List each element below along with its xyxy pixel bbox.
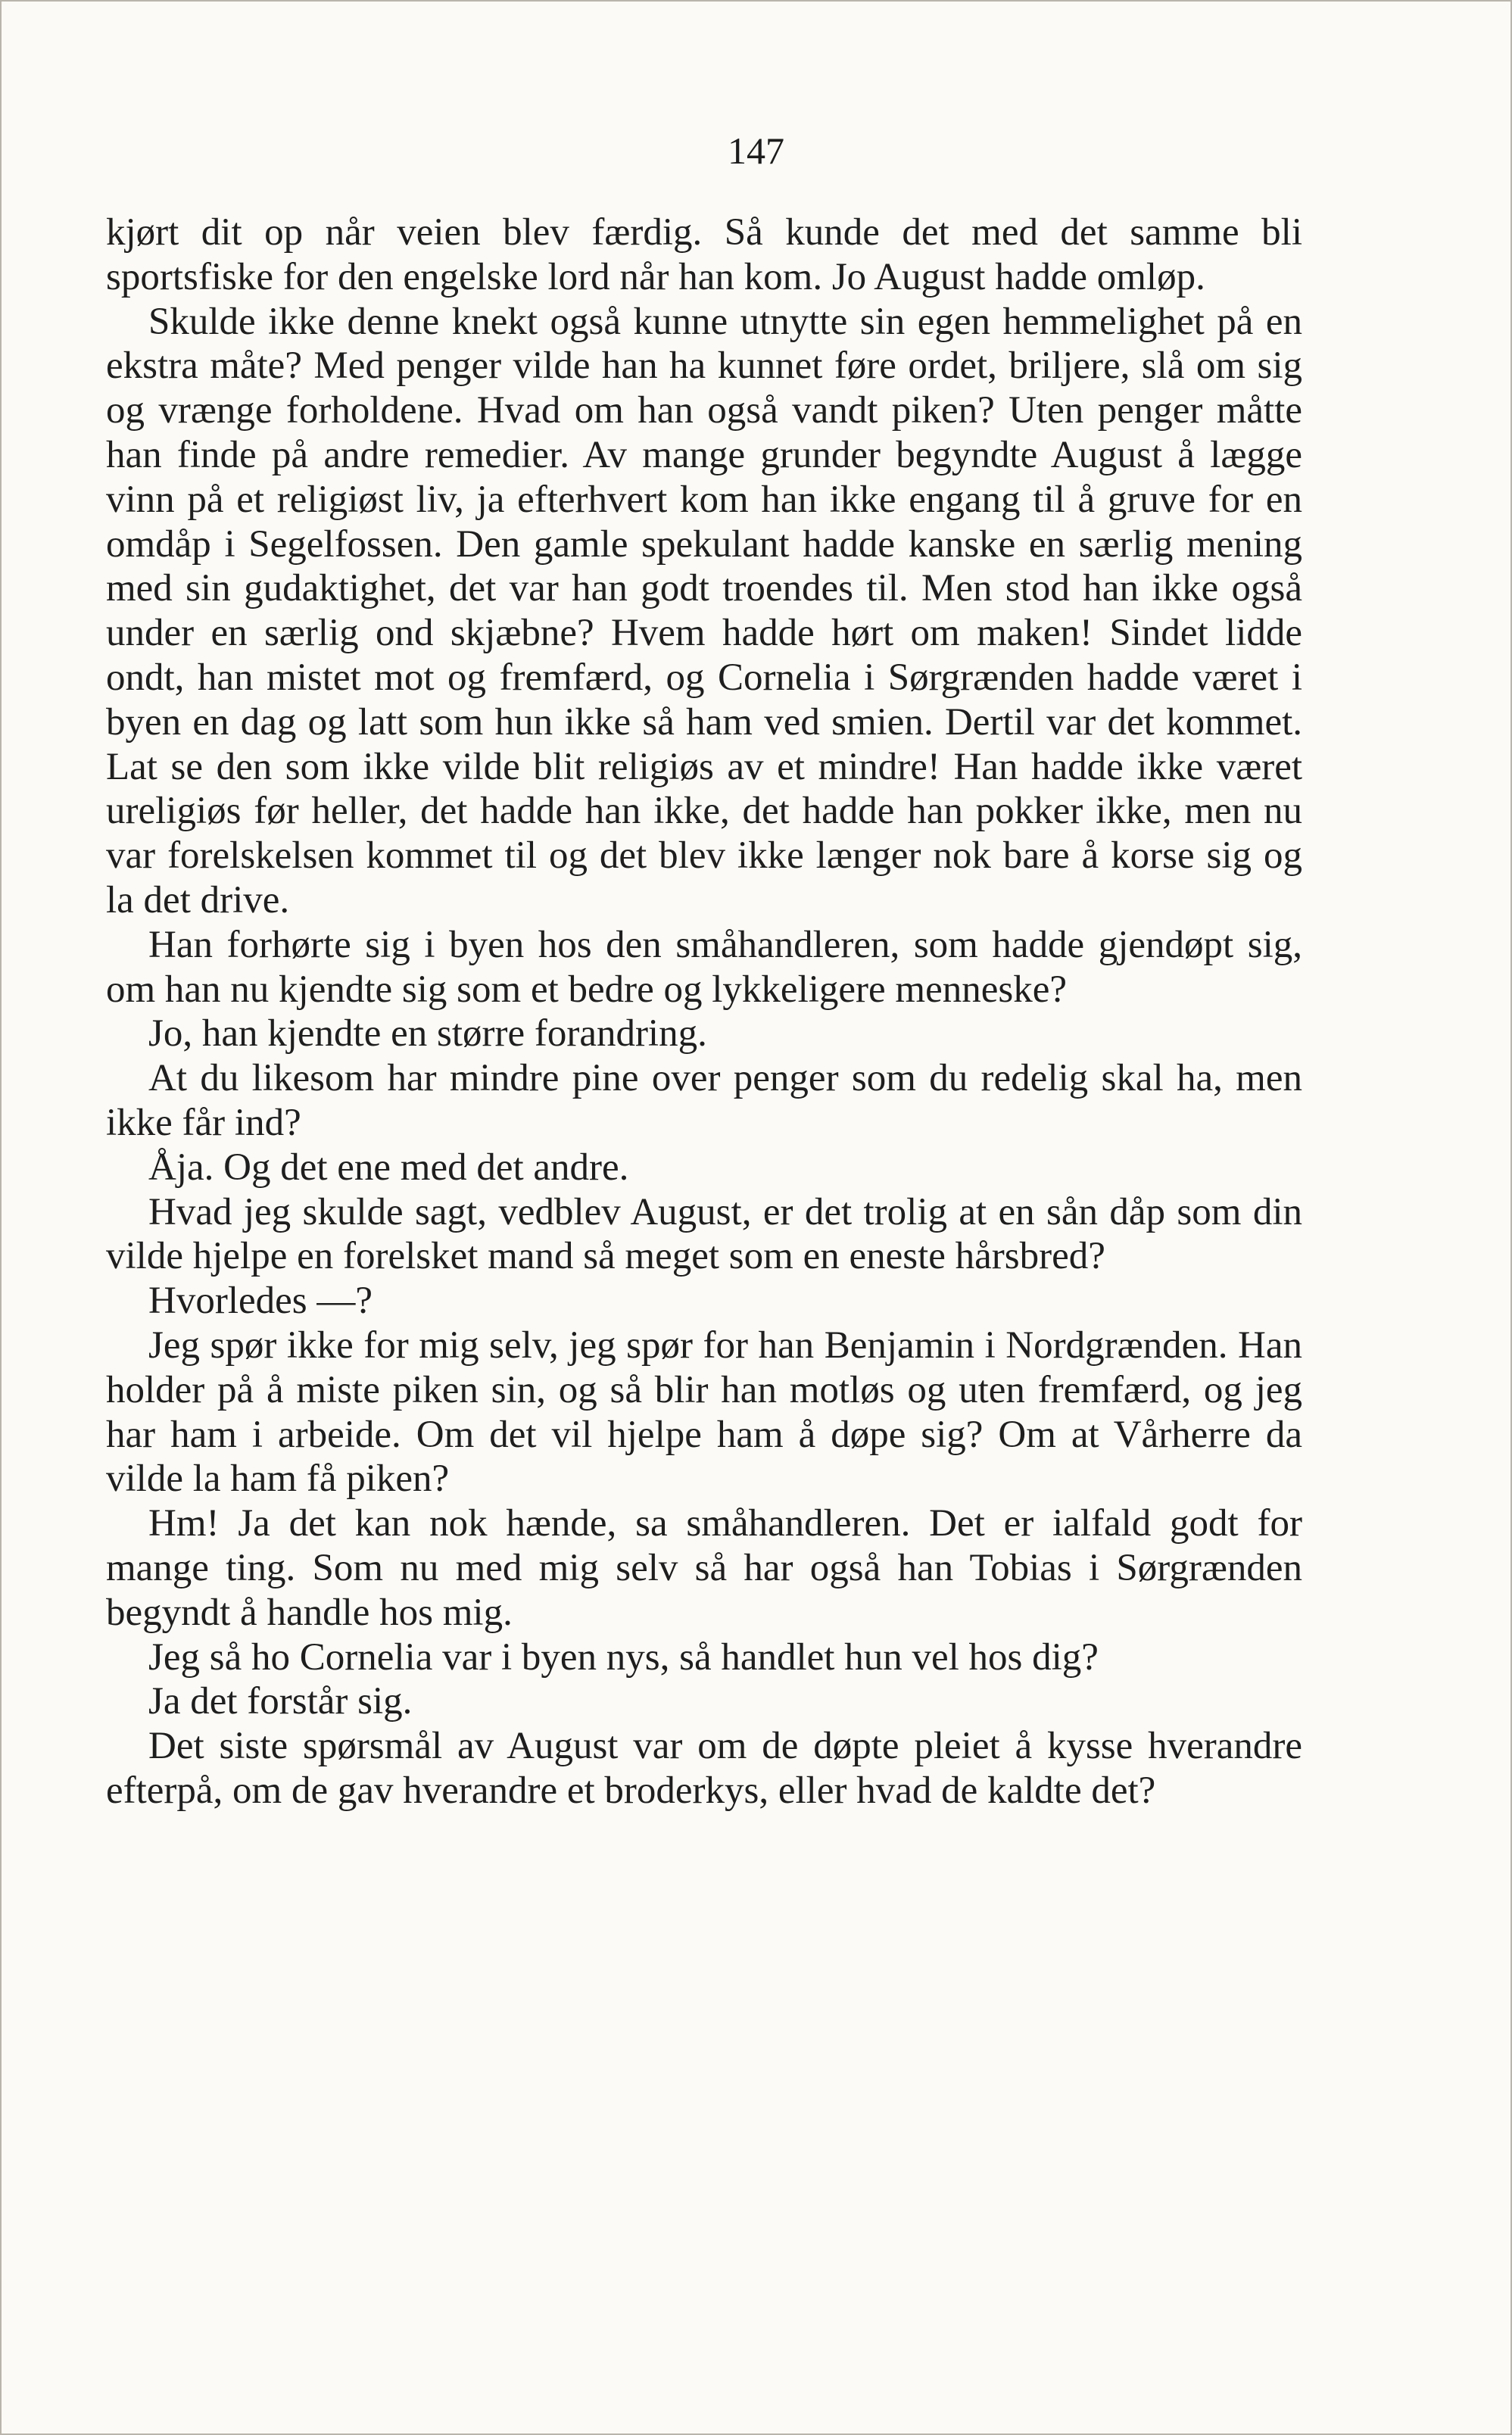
- paragraph-11: Jeg så ho Cornelia var i byen nys, så handlet hun vel hos dig?: [148, 1635, 1099, 1679]
- paragraph-4: Jo, han kjendte en større forandring.: [148, 1012, 707, 1055]
- paragraph-13: Det siste spørsmål av August var om de døpte pleiet å kysse hverandre efterpå, om de gav hverandre et broderkys, eller hvad de kaldte det?: [106, 1725, 1302, 1812]
- body-text: [106, 210, 1302, 1813]
- paragraph-12: Ja det forstår sig.: [148, 1680, 413, 1723]
- paragraph-9: Jeg spør ikke for mig selv, jeg spør for han Benjamin i Nordgrænden. Han holder på å miste piken sin, og så blir han motløs og uten fremfærd, og jeg har ham i arbeide. Om det vil hjelpe ham å døpe sig? Om at Vårherre da vilde la ham få piken?: [106, 1324, 1302, 1501]
- paragraph-6: Åja. Og det ene med det andre.: [148, 1146, 629, 1189]
- page-number: 147: [728, 129, 784, 172]
- paragraph-8: Hvorledes —?: [148, 1280, 373, 1323]
- paragraph-1: kjørt dit op når veien blev færdig. Så kunde det med det samme bli sportsfiske for den engelske lord når han kom. Jo August hadde omløp.: [106, 211, 1302, 298]
- paragraph-7: Hvad jeg skulde sagt, vedblev August, er det trolig at en sån dåp som din vilde hjelpe en forelsket mand så meget som en eneste hårsbred?: [106, 1190, 1302, 1278]
- paragraph-5: At du likesom har mindre pine over penger som du redelig skal ha, men ikke får ind?: [106, 1057, 1302, 1144]
- paragraph-3: Han forhørte sig i byen hos den småhandleren, som hadde gjendøpt sig, om han nu kjendte sig som et bedre og lykkeligere menneske?: [106, 923, 1302, 1011]
- paragraph-2: Skulde ikke denne knekt også kunne utnytte sin egen hemmelighet på en ekstra måte? Med penger vilde han ha kunnet føre ordet, briljere, slå om sig og vrænge forholdene. Hvad om han også vandt piken? Uten penger måtte han finde på andre remedier. Av mange grunder begyndte August å lægge vinn på et religiøst liv, ja efterhvert kom han ikke engang til å gruve for en omdåp i Segelfossen. Den gamle spekulant hadde kanske en særlig mening med sin gudaktighet, det var han godt troendes til. Men stod han ikke også under en særlig ond skjæbne? Hvem hadde hørt om maken! Sindet lidde ondt, han mistet mot og fremfærd, og Cornelia i Sørgrænden hadde været i byen en dag og latt som hun ikke så ham ved smien. Dertil var det kommet. Lat se den som ikke vilde blit religiøs av et mindre! Han hadde ikke været ureligiøs før heller, det hadde han ikke, det hadde han pokker ikke, men nu var forelskelsen kommet til og det blev ikke længer nok bare å korse sig og la det drive.: [106, 300, 1302, 921]
- paragraph-10: Hm! Ja det kan nok hænde, sa småhandleren. Det er ialfald godt for mange ting. Som nu med mig selv så har også han Tobias i Sørgrænden begyndt å handle hos mig.: [106, 1502, 1302, 1634]
